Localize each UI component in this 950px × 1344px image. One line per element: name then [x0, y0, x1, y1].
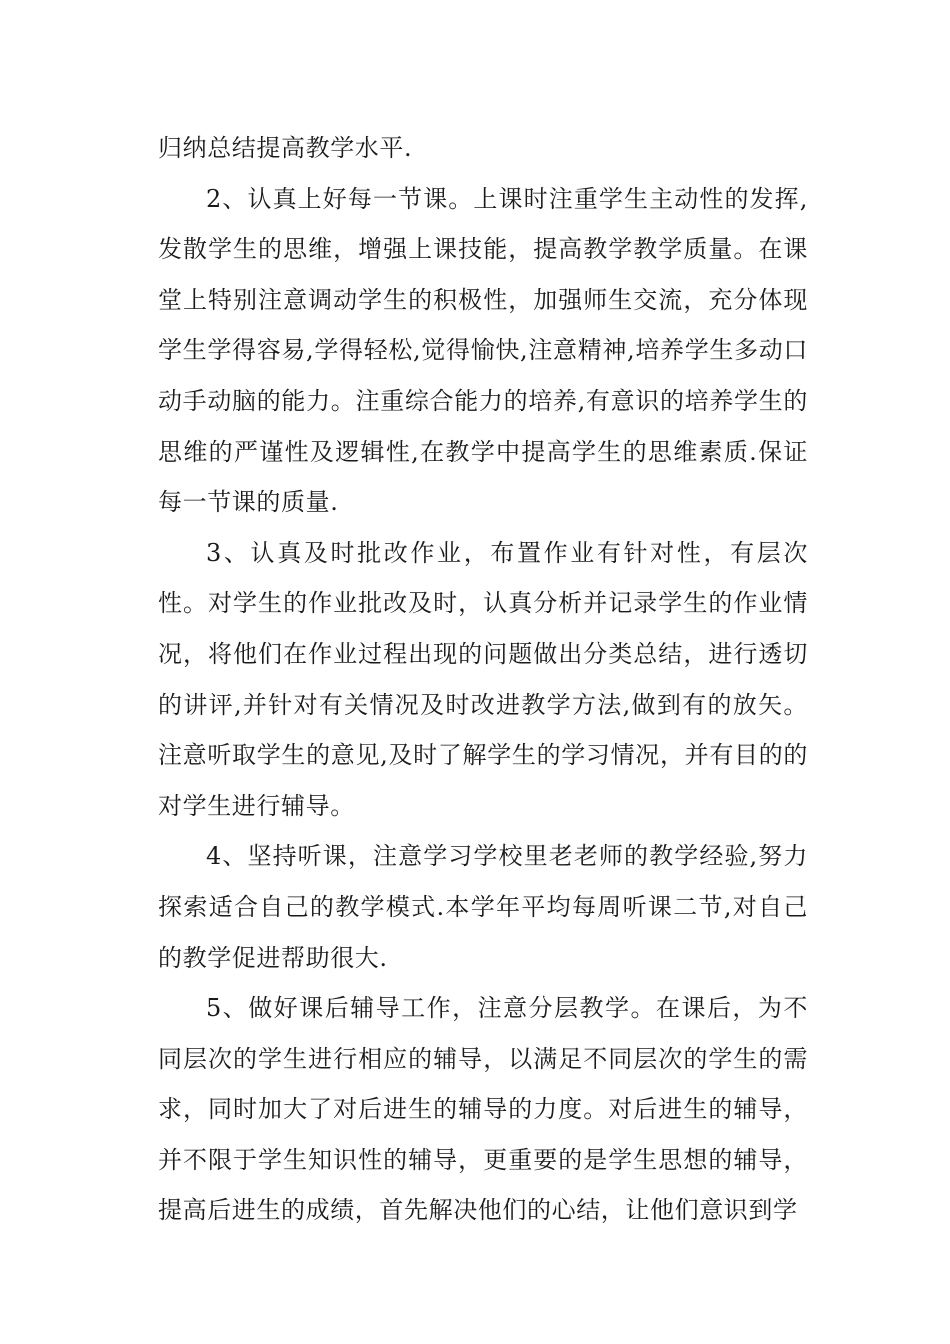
paragraph-item-3: 3、认真及时批改作业，布置作业有针对性，有层次性。对学生的作业批改及时，认真分析并记录学生的作业情况，将他们在作业过程出现的问题做出分类总结，进行透切的讲评,并针对有关情况及时改进教学方法,做到有的放矢。注意听取学生的意见,及时了解学生的学习情况，并有目的的对学生进行辅导。: [158, 538, 808, 820]
paragraph-item-2: 2、认真上好每一节课。上课时注重学生主动性的发挥,发散学生的思维，增强上课技能，提高教学教学质量。在课堂上特别注意调动学生的积极性，加强师生交流，充分体现学生学得容易,学得轻松,觉得愉快,注意精神,培养学生多动口动手动脑的能力。注重综合能力的培养,有意识的培养学生的思维的严谨性及逻辑性,在教学中提高学生的思维素质.保证每一节课的质量.: [158, 184, 808, 517]
paragraph-continuation: 归纳总结提高教学水平.: [158, 134, 413, 162]
paragraph-item-4: 4、坚持听课，注意学习学校里老老师的教学经验,努力探索适合自己的教学模式.本学年平均每周听课二节,对自己的教学促进帮助很大.: [158, 842, 808, 972]
paragraph-item-5: 5、做好课后辅导工作，注意分层教学。在课后，为不同层次的学生进行相应的辅导，以满足不同层次的学生的需求，同时加大了对后进生的辅导的力度。对后进生的辅导，并不限于学生知识性的辅导，更重要的是学生思想的辅导，提高后进生的成绩，首先解决他们的心结，让他们意识到学: [158, 994, 808, 1225]
document-body: [158, 123, 808, 1236]
